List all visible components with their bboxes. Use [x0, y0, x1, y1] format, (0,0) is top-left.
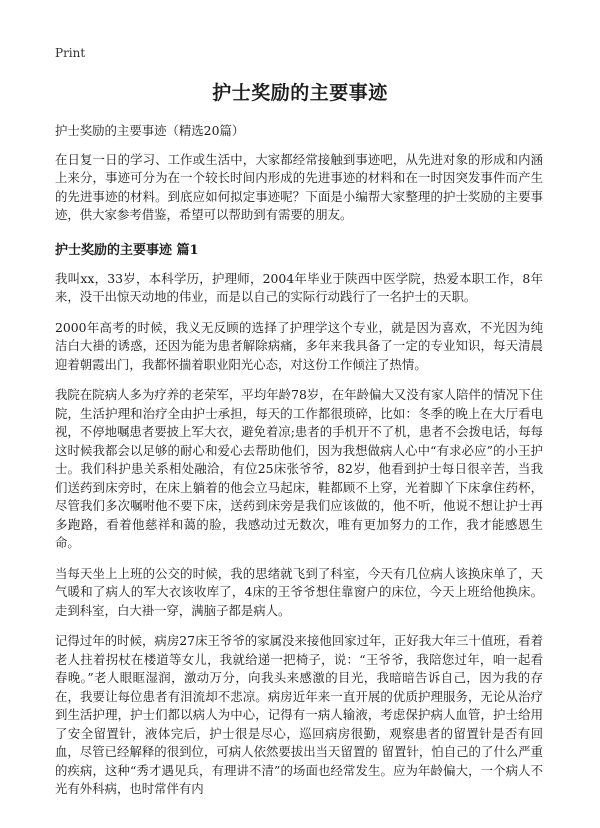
body-paragraph: 我院在院病人多为疗养的老荣军，平均年龄78岁，在年龄偏大又没有家人陪伴的情况下住院，生活护理和治疗全由护士承担，每天的工作都很琐碎，比如：冬季的晚上在大厅看电视，不停地嘱患者要披上军大衣，避免着凉;患者的手机开不了机，患者不会拨电话，每每这时候我都会以足够的耐心和爱心去帮助他们，因为我想做病人心中“有求必应”的小王护士。我们科护患关系相处融洽，有位25床张爷爷，82岁，他看到护士每日很辛苦，当我们送药到床旁时，在床上躺着的他会立马起床，鞋都顾不上穿，光着脚丫下床拿住药杯，尽管我们多次嘱咐他不要下床，送药到床旁是我们应该做的，他不听，他说不想让护士再多跑路，看着他慈祥和蔼的脸，我感动过无数次，唯有更加努力的工作，我才能感恩生命。: [55, 387, 543, 550]
print-link[interactable]: Print: [55, 46, 86, 60]
body-paragraph: 记得过年的时候，病房27床王爷爷的家属没来接他回家过年，正好我大年三十值班，看着老人拄着拐杖在楼道等女儿，我就给递一把椅子，说：“王爷爷，我陪您过年，咱一起看春晚。”老人眼眶湿润，激动万分，向我头来感激的目光，我暗暗告诉自己，因为我的存在，我要让每位患者有泪流却不悲凉。病房近年来一直开展的优质护理服务，无论从治疗到生活护理，护士们都以病人为中心，记得有一病人输液，考虑保护病人血管，护士给用了安全留置针，液体完后，护士很是尽心，巡回病房很勤，观察患者的留置针是否有回血，尽管已经解释的很到位，可病人依然要拔出当天留置的 留置针，怕自己的了什么严重的疾病，这种“秀才遇见兵，有理讲不清”的场面也经常发生。应为年龄偏大，一个病人不光有外科病，也时常伴有内: [55, 633, 543, 796]
body-paragraph: 2000年高考的时候，我义无反顾的选择了护理学这个专业，就是因为喜欢，不光因为纯洁白大褂的诱惑，还因为能为患者解除病痛，多年来我具备了一定的专业知识，每天清晨迎着朝霞出门，我都怀揣着职业阳光心态，对这份工作倾注了热情。: [55, 319, 543, 372]
section-heading: 护士奖励的主要事迹 篇1: [55, 242, 199, 258]
intro-paragraph: 在日复一日的学习、工作或生活中，大家都经常接触到事迹吧，从先进对象的形成和内涵上来分，事迹可分为在一个较长时间内形成的先进事迹的材料和在一时因突发事件而产生的先进事迹的材料。到底应如何拟定事迹呢？下面是小编帮大家整理的护士奖励的主要事迹，供大家参考借鉴，希望可以帮助到有需要的朋友。: [55, 151, 543, 222]
body-paragraph: 当每天坐上上班的公交的时候，我的思绪就飞到了科室，今天有几位病人该换床单了，天气暖和了病人的军大衣该收库了，4床的王爷爷想住靠窗户的床位，今天上班给他换床。走到科室，白大褂一穿，满脑子都是病人。: [55, 565, 543, 618]
article-subtitle: 护士奖励的主要事迹（精选20篇）: [55, 123, 245, 138]
article-body: [55, 122, 543, 811]
page-title: 护士奖励的主要事迹: [212, 82, 388, 104]
body-paragraph: 我叫xx，33岁，本科学历，护理师，2004年毕业于陕西中医学院，热爱本职工作，8年来，没干出惊天动地的伟业，而是以自己的实际行动践行了一名护士的天职。: [55, 270, 543, 304]
